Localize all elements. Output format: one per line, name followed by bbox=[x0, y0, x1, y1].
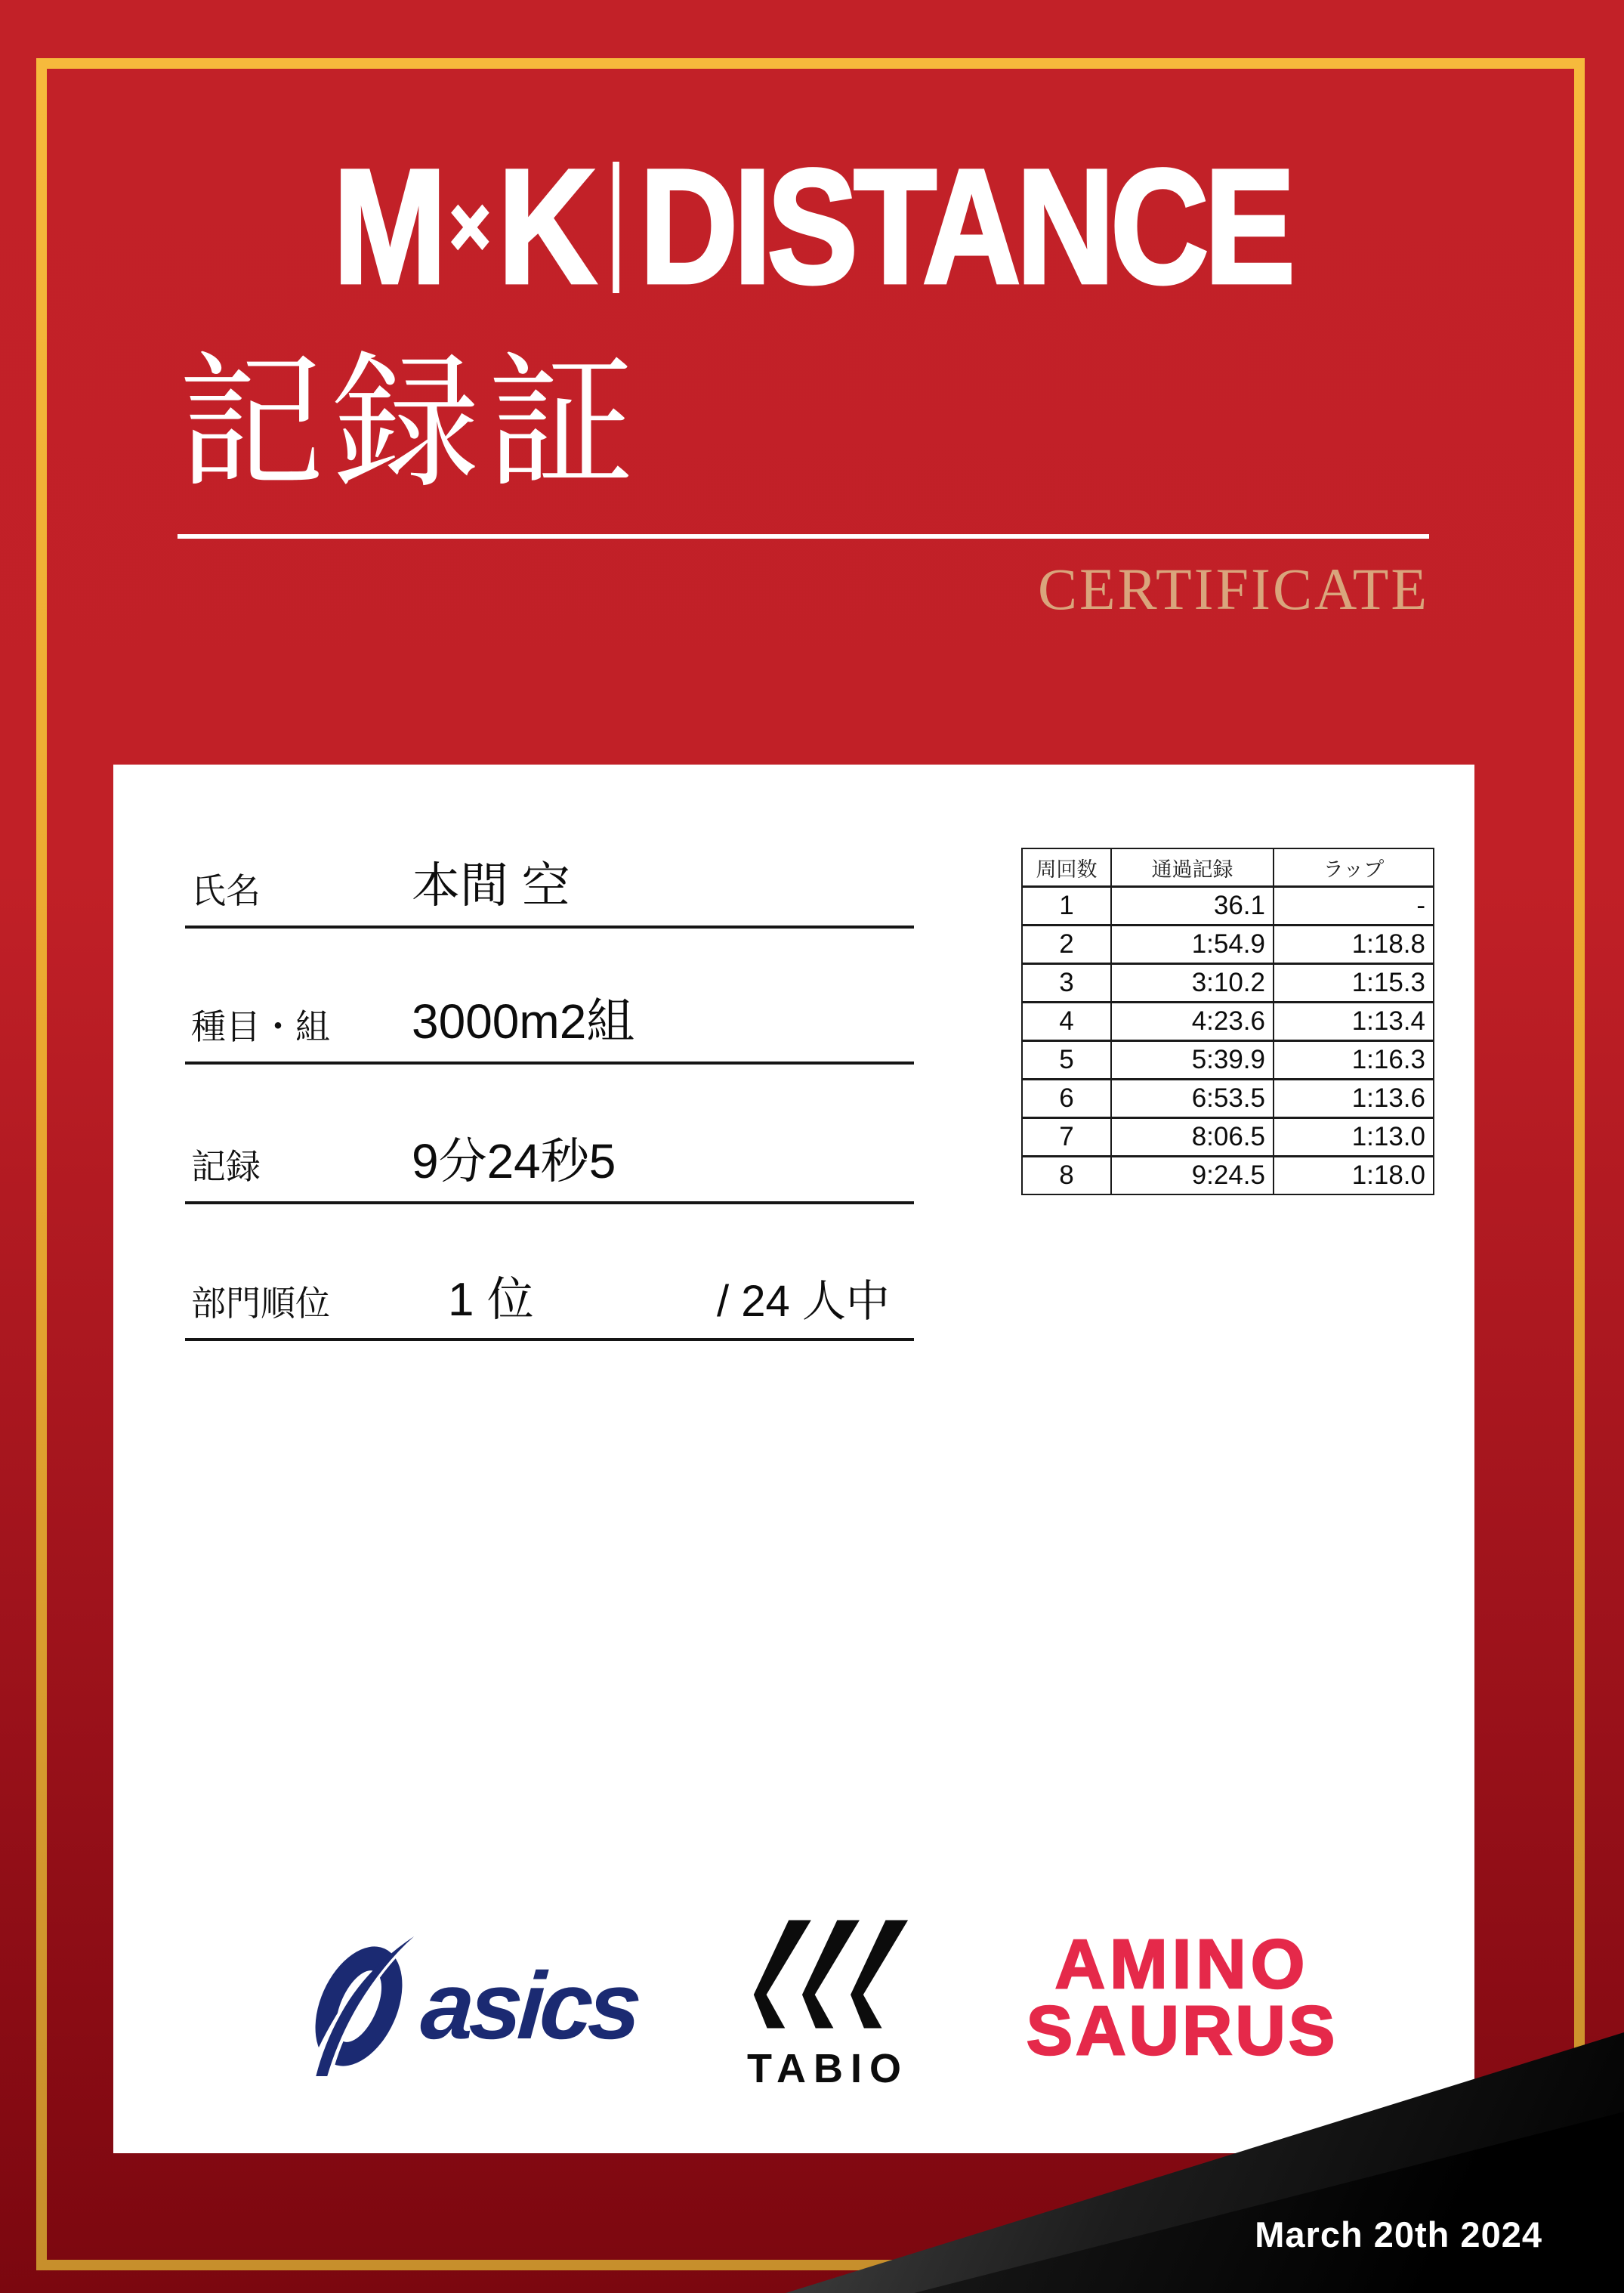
asics-wordmark: asics bbox=[418, 1952, 641, 2059]
lap-row bbox=[1022, 1041, 1434, 1080]
lap-cell: 5:39.9 bbox=[1111, 1041, 1274, 1080]
lap-cell: 8:06.5 bbox=[1111, 1118, 1274, 1157]
lap-cell: 4:23.6 bbox=[1111, 1003, 1274, 1041]
record-value: 9分24秒5 bbox=[412, 1134, 616, 1188]
lap-cell: - bbox=[1274, 887, 1434, 926]
lap-cell: 1:13.6 bbox=[1274, 1080, 1434, 1118]
field-row-event bbox=[185, 971, 914, 1065]
lap-cell: 7 bbox=[1022, 1118, 1111, 1157]
lap-count-header: 周回数 bbox=[1022, 848, 1111, 887]
rank-value: 1 位 bbox=[448, 1274, 534, 1326]
lap-cell: 1:54.9 bbox=[1111, 926, 1274, 964]
lap-cell: 4 bbox=[1022, 1003, 1111, 1041]
name-value: 本間 空 bbox=[412, 858, 570, 913]
title-times-symbol: × bbox=[449, 180, 491, 274]
title-distance: DISTANCE bbox=[639, 136, 1292, 318]
lap-cell: 1 bbox=[1022, 887, 1111, 926]
lap-row bbox=[1022, 887, 1434, 926]
lap-cell: 1:13.0 bbox=[1274, 1118, 1434, 1157]
event-title bbox=[24, 136, 1600, 318]
lap-row bbox=[1022, 1080, 1434, 1118]
lap-cell: 3 bbox=[1022, 964, 1111, 1003]
lap-row bbox=[1022, 1157, 1434, 1195]
lap-cell: 9:24.5 bbox=[1111, 1157, 1274, 1195]
event-date: March 20th 2024 bbox=[1255, 2214, 1542, 2254]
asics-stripe-mark-icon bbox=[302, 1936, 415, 2076]
amino-wordmark-line2: SAURUS bbox=[1026, 1992, 1338, 2070]
title-k: K bbox=[498, 136, 592, 318]
lap-table-header bbox=[1022, 848, 1434, 887]
rank-label: 部門順位 bbox=[191, 1284, 330, 1323]
lap-cell: 6:53.5 bbox=[1111, 1080, 1274, 1118]
title-m: M bbox=[332, 136, 443, 318]
lap-cell: 1:18.0 bbox=[1274, 1157, 1434, 1195]
lap-table-body bbox=[1022, 887, 1434, 1195]
split-header: 通過記録 bbox=[1111, 848, 1274, 887]
amino-wordmark-line1: AMINO bbox=[1054, 1926, 1310, 2003]
lap-row bbox=[1022, 926, 1434, 964]
event-value: 3000m2組 bbox=[412, 994, 635, 1049]
lap-row bbox=[1022, 1118, 1434, 1157]
lap-cell: 36.1 bbox=[1111, 887, 1274, 926]
title-underline-rule bbox=[178, 534, 1429, 539]
rank-total: / 24 人中 bbox=[717, 1277, 890, 1326]
lap-cell: 1:16.3 bbox=[1274, 1041, 1434, 1080]
title-divider-bar bbox=[613, 162, 619, 293]
lap-table bbox=[1021, 848, 1434, 1195]
record-card bbox=[113, 765, 1474, 2153]
lap-cell: 5 bbox=[1022, 1041, 1111, 1080]
sponsor-asics-logo bbox=[302, 1934, 641, 2078]
field-row-rank bbox=[185, 1247, 914, 1341]
lap-cell: 8 bbox=[1022, 1157, 1111, 1195]
tabio-wordmark: TABIO bbox=[747, 2046, 909, 2091]
name-label: 氏名 bbox=[191, 871, 261, 910]
lap-cell: 6 bbox=[1022, 1080, 1111, 1118]
lap-cell: 1:15.3 bbox=[1274, 964, 1434, 1003]
lap-cell: 3:10.2 bbox=[1111, 964, 1274, 1003]
lap-header-row bbox=[1022, 848, 1434, 887]
lap-row bbox=[1022, 964, 1434, 1003]
laptime-header: ラップ bbox=[1274, 848, 1434, 887]
certificate-title-japanese: 記録証 bbox=[178, 343, 642, 506]
lap-cell: 1:13.4 bbox=[1274, 1003, 1434, 1041]
record-label: 記録 bbox=[191, 1147, 261, 1186]
field-row-record bbox=[185, 1111, 914, 1204]
certificate-title-english: CERTIFICATE bbox=[1038, 556, 1429, 622]
event-label: 種目・組 bbox=[191, 1007, 330, 1046]
field-row-name bbox=[185, 835, 914, 929]
lap-cell: 2 bbox=[1022, 926, 1111, 964]
lap-cell: 1:18.8 bbox=[1274, 926, 1434, 964]
lap-row bbox=[1022, 1003, 1434, 1041]
